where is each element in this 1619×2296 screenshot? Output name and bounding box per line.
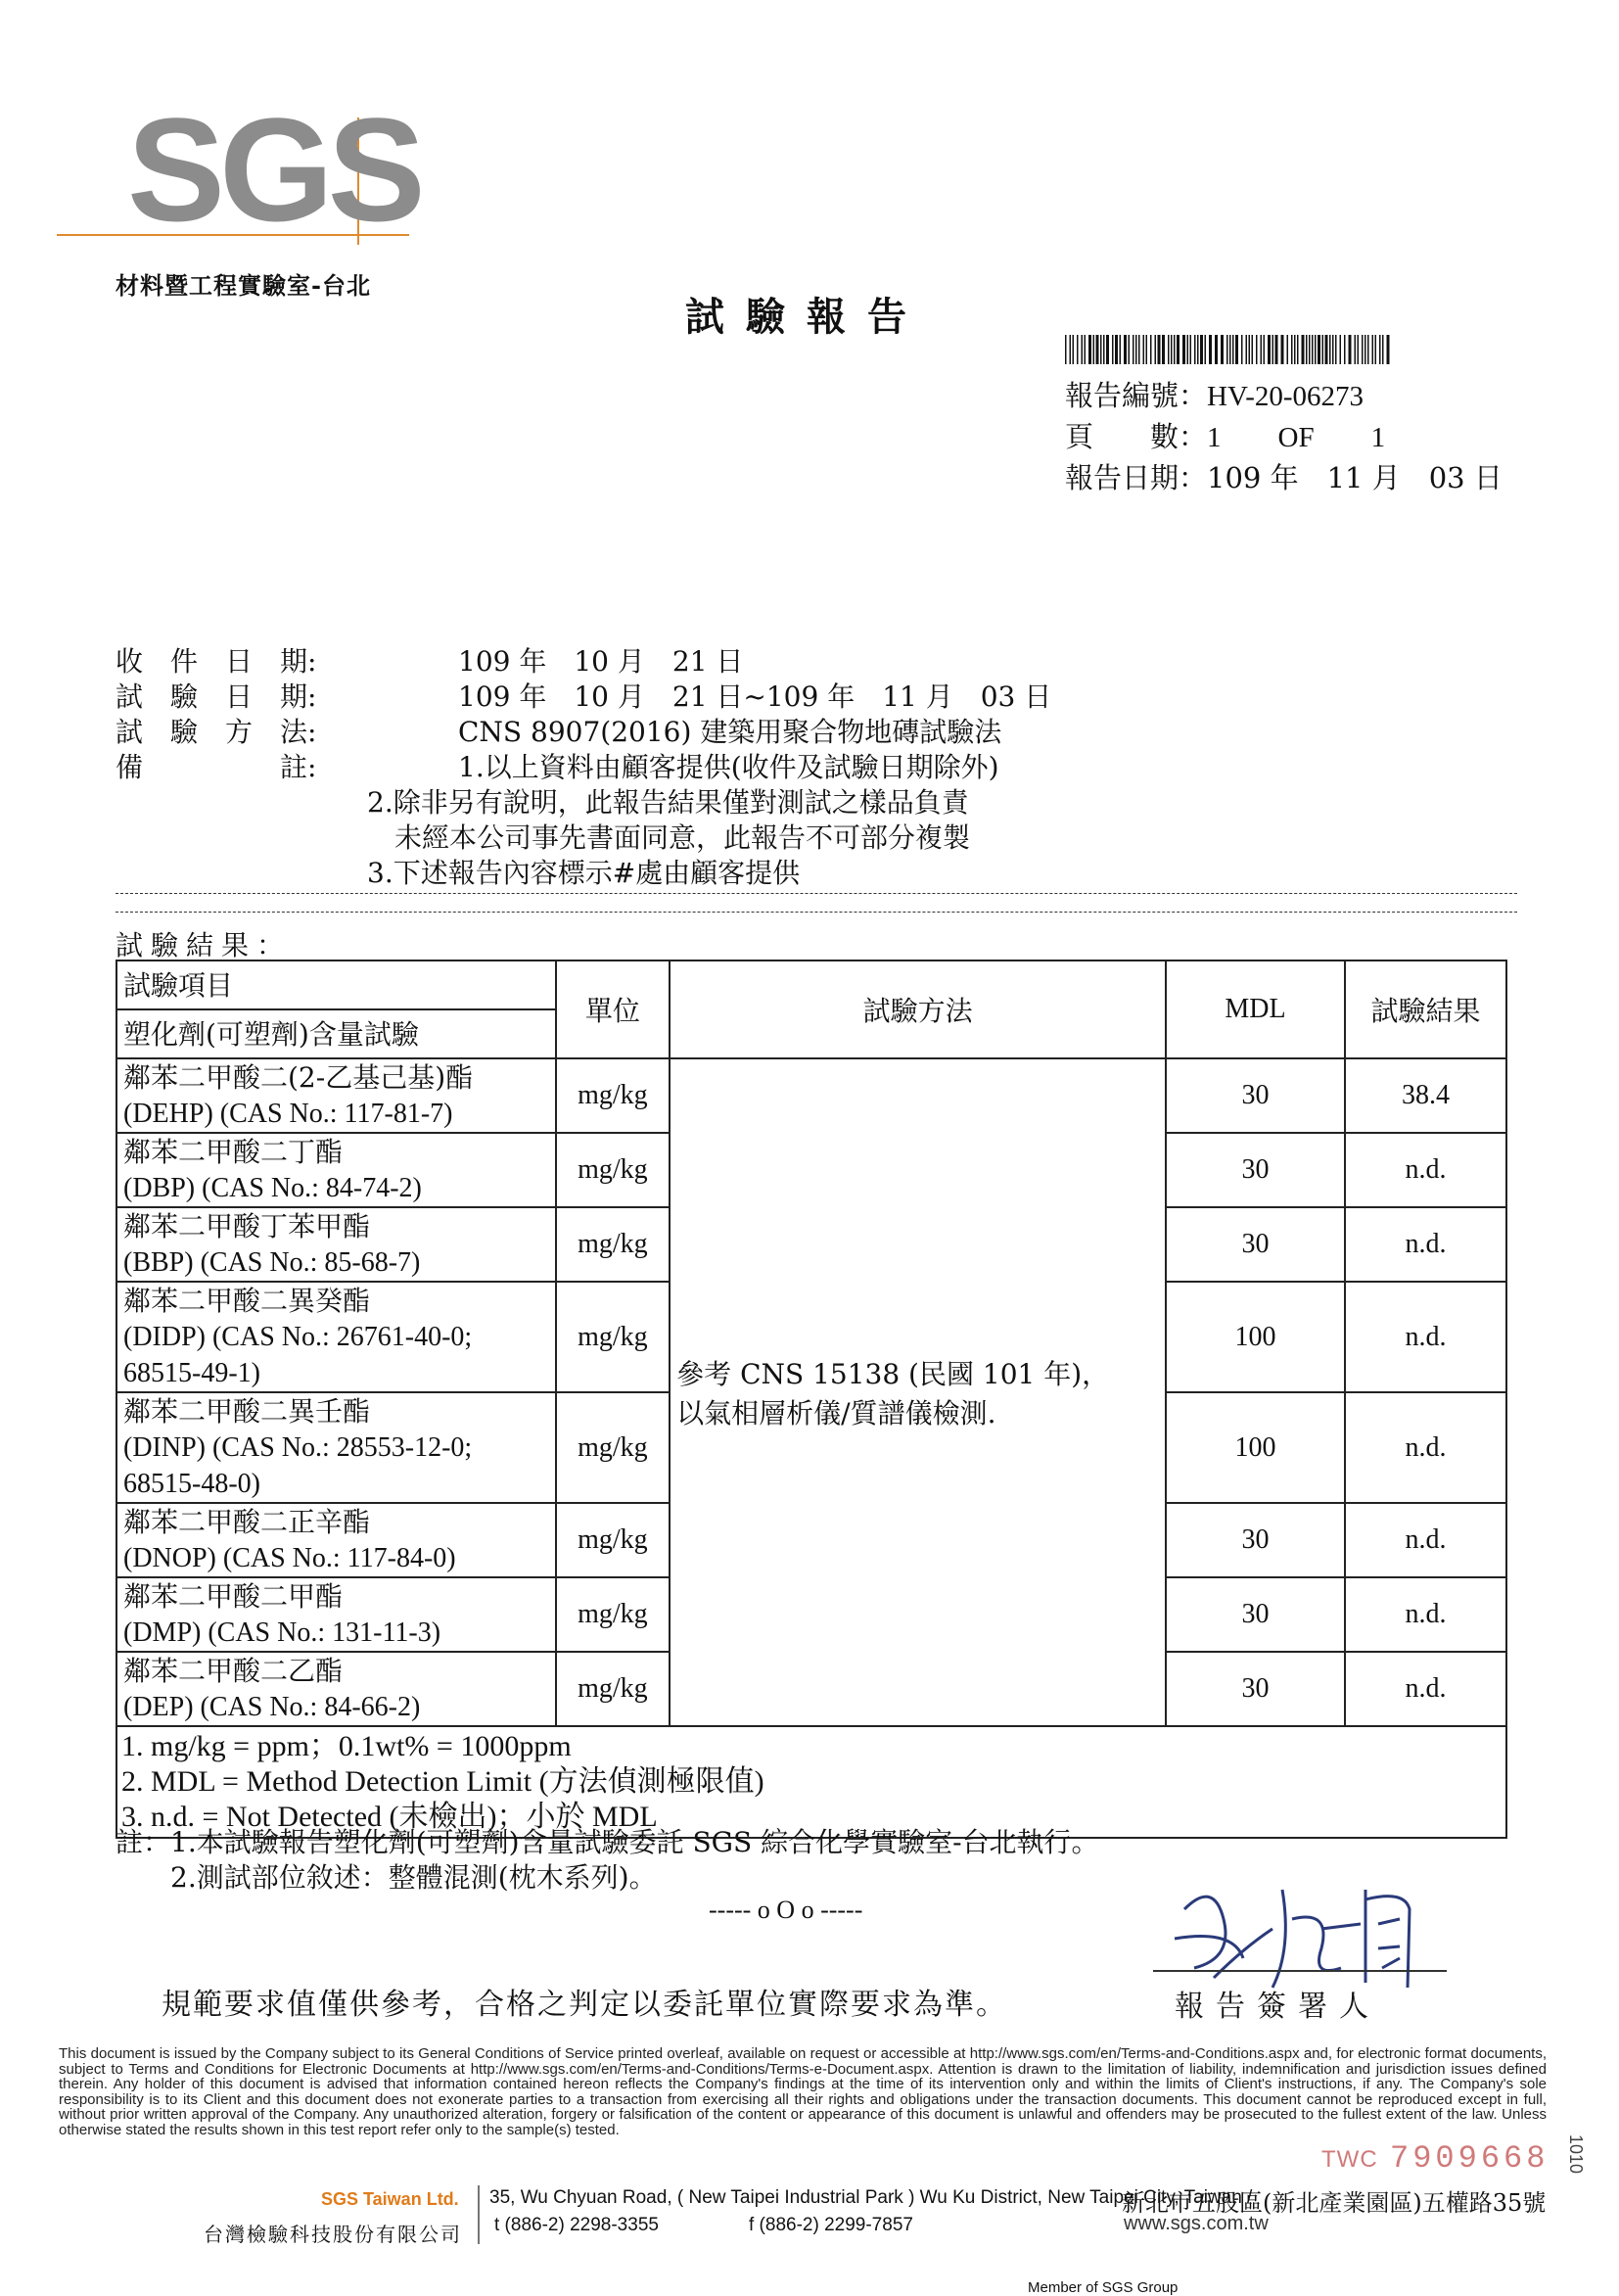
address-en: 35, Wu Chyuan Road, ( New Taipei Industrial Park ) Wu Ku District, New Taipei City, Taiwan / bbox=[489, 2187, 1253, 2208]
barcode-bar bbox=[1241, 335, 1243, 364]
barcode-bar bbox=[1249, 335, 1251, 364]
barcode-bar bbox=[1226, 335, 1228, 364]
barcode-bar bbox=[1268, 335, 1271, 364]
item-name: 鄰苯二甲酸二正辛酯 bbox=[123, 1506, 371, 1538]
barcode-bar bbox=[1379, 335, 1381, 364]
report-date-label: 報告日期： bbox=[1065, 461, 1208, 494]
info-value: 109 年 10 月 21 日~109 年 11 月 03 日 bbox=[458, 680, 1052, 713]
mdl-cell: 30 bbox=[1166, 1207, 1345, 1282]
report-number-label: 報告編號： bbox=[1065, 379, 1208, 412]
footnote: 註：1.本試驗報告塑化劑(可塑劑)含量試驗委託 SGS 綜合化學實驗室-台北執行。 bbox=[116, 1826, 1099, 1858]
item-cell bbox=[116, 1207, 556, 1282]
address-zh: 新北市五股區(新北產業園區)五權路35號 bbox=[1122, 2189, 1547, 2217]
barcode-bar bbox=[1382, 335, 1384, 364]
info-value: 1.以上資料由顧客提供(收件及試驗日期除外) bbox=[458, 751, 999, 783]
barcode-bar bbox=[1229, 335, 1231, 364]
barcode-bar bbox=[1077, 335, 1079, 364]
barcode-bar bbox=[1365, 335, 1366, 364]
table-header-row bbox=[116, 961, 1506, 1009]
result-cell: n.d. bbox=[1345, 1282, 1506, 1392]
unit-cell: mg/kg bbox=[556, 1133, 671, 1207]
result-cell: n.d. bbox=[1345, 1503, 1506, 1577]
barcode-bar bbox=[1124, 335, 1127, 364]
header-mdl: MDL bbox=[1166, 961, 1345, 1058]
barcode-bar bbox=[1340, 335, 1342, 364]
mdl-cell: 30 bbox=[1166, 1133, 1345, 1207]
barcode-bar bbox=[1252, 335, 1254, 364]
remark-line: 3.下述報告內容標示#處由顧客提供 bbox=[367, 857, 801, 889]
signature-line bbox=[1153, 1970, 1447, 1972]
sgs-logo-text: SGS bbox=[127, 87, 420, 252]
barcode-bar bbox=[1261, 335, 1263, 364]
barcode-bar bbox=[1200, 335, 1203, 364]
header-test-category: 塑化劑(可塑劑)含量試驗 bbox=[116, 1009, 556, 1058]
barcode-bar bbox=[1375, 335, 1377, 364]
info-value: 109 年 10 月 21 日 bbox=[458, 645, 744, 678]
item-cas: (DINP) (CAS No.: 28553-12-0; bbox=[123, 1432, 473, 1463]
barcode-bar bbox=[1264, 335, 1266, 364]
barcode-bar bbox=[1070, 335, 1072, 364]
item-cas-cont: 68515-49-1) bbox=[123, 1358, 260, 1388]
barcode-bar bbox=[1106, 335, 1109, 364]
company-name-en: SGS Taiwan Ltd. bbox=[321, 2189, 459, 2209]
header-method: 試驗方法 bbox=[670, 961, 1166, 1058]
phone: t (886-2) 2298-3355 bbox=[494, 2215, 659, 2235]
website: www.sgs.com.tw bbox=[1124, 2213, 1269, 2234]
barcode-bar bbox=[1112, 335, 1114, 364]
unit-cell: mg/kg bbox=[556, 1392, 671, 1503]
unit-cell: mg/kg bbox=[556, 1503, 671, 1577]
item-cell bbox=[116, 1133, 556, 1207]
item-cell bbox=[116, 1503, 556, 1577]
report-date: 109 年 11 月 03 日 bbox=[1207, 461, 1503, 494]
unit-cell: mg/kg bbox=[556, 1207, 671, 1282]
barcode-bar bbox=[1329, 335, 1331, 364]
mdl-cell: 30 bbox=[1166, 1503, 1345, 1577]
barcode-bar bbox=[1205, 335, 1207, 364]
barcode-bar bbox=[1100, 335, 1102, 364]
side-code: 1010 bbox=[1566, 2134, 1586, 2175]
barcode-bar bbox=[1372, 335, 1374, 364]
remark-line: 2.除非另有說明，此報告結果僅對測試之樣品負責 bbox=[367, 786, 969, 819]
barcode-bar bbox=[1093, 335, 1095, 364]
barcode-bar bbox=[1096, 335, 1099, 364]
method-text: 參考 CNS 15138 (民國 101 年)， bbox=[676, 1358, 1110, 1390]
barcode-bar bbox=[1275, 335, 1278, 364]
barcode-bar bbox=[1312, 335, 1314, 364]
page-count: 1 OF 1 bbox=[1207, 422, 1386, 453]
result-cell: n.d. bbox=[1345, 1577, 1506, 1652]
barcode-bar bbox=[1135, 335, 1137, 364]
report-title: 試驗報告 bbox=[685, 294, 928, 340]
item-cas: (DBP) (CAS No.: 84-74-2) bbox=[123, 1173, 422, 1203]
item-cell bbox=[116, 1577, 556, 1652]
item-name: 鄰苯二甲酸二(2-乙基己基)酯 bbox=[123, 1061, 474, 1094]
info-label: 備 註: bbox=[116, 751, 317, 783]
barcode-bar bbox=[1315, 335, 1317, 364]
barcode-bar bbox=[1115, 335, 1118, 364]
barcode-bar bbox=[1294, 335, 1296, 364]
header-result: 試驗結果 bbox=[1345, 961, 1506, 1058]
serial-number: 7909668 bbox=[1390, 2140, 1550, 2177]
signer-label: 報告簽署人 bbox=[1175, 1990, 1380, 2024]
barcode-bar bbox=[1349, 335, 1352, 364]
item-name: 鄰苯二甲酸二異壬酯 bbox=[123, 1395, 371, 1428]
item-cell bbox=[116, 1652, 556, 1726]
info-test-date bbox=[116, 676, 1052, 715]
note-line: 3. n.d. = Not Detected (未檢出)；小於 MDL bbox=[121, 1801, 658, 1833]
barcode-bar bbox=[1190, 335, 1192, 364]
header-unit: 單位 bbox=[556, 961, 671, 1058]
barcode-bar bbox=[1335, 335, 1337, 364]
info-remarks bbox=[116, 746, 999, 785]
method-text: 以氣相層析儀/質譜儀檢測. bbox=[676, 1397, 996, 1429]
barcode-bar bbox=[1215, 335, 1218, 364]
unit-cell: mg/kg bbox=[556, 1577, 671, 1652]
info-label: 試 驗 方 法: bbox=[116, 716, 317, 748]
barcode-bar bbox=[1162, 335, 1165, 364]
note-line: 2. MDL = Method Detection Limit (方法偵測極限值) bbox=[121, 1765, 764, 1798]
barcode-bar bbox=[1120, 335, 1122, 364]
barcode-bar bbox=[1171, 335, 1173, 364]
barcode-bar bbox=[1235, 335, 1238, 364]
report-date-row bbox=[1065, 456, 1503, 496]
barcode-bar bbox=[1155, 335, 1157, 364]
barcode-bar bbox=[1197, 335, 1199, 364]
serial-prefix: TWC bbox=[1321, 2146, 1378, 2173]
item-cas: (BBP) (CAS No.: 85-68-7) bbox=[123, 1247, 421, 1278]
barcode-bar bbox=[1168, 335, 1170, 364]
barcode-bar bbox=[1297, 335, 1299, 364]
footnote: 2.測試部位敘述：整體混測(枕木系列)。 bbox=[116, 1861, 657, 1894]
header-test-item: 試驗項目 bbox=[116, 961, 556, 1009]
company-name-zh: 台灣檢驗科技股份有限公司 bbox=[204, 2223, 462, 2246]
mdl-cell: 30 bbox=[1166, 1577, 1345, 1652]
barcode-bar bbox=[1387, 335, 1390, 364]
barcode-bar bbox=[1355, 335, 1357, 364]
mdl-cell: 30 bbox=[1166, 1058, 1345, 1133]
barcode bbox=[1065, 335, 1393, 364]
result-cell: n.d. bbox=[1345, 1133, 1506, 1207]
unit-cell: mg/kg bbox=[556, 1652, 671, 1726]
method-cell bbox=[670, 1058, 1166, 1726]
info-label: 收 件 日 期: bbox=[116, 645, 317, 678]
disclaimer: This document is issued by the Company subject to its General Conditions of Service printed overleaf, available on request or accessible at http://www.sgs.com/en/Terms-and-Conditions.aspx and, for electronic format documents, subject to Terms and Conditions for Electronic Documents at http://www.sgs.com/en/Terms-and-Conditions/Terms-e-Document.aspx. Attention is drawn to the limitation of liability, indemnification and jurisdiction issues defined therein. Any holder of this document is advised that information contained hereon reflects the Company's findings at the time of its intervention only and within the limits of Client's instructions, if any. The Company's sole responsibility is to its Client and this document does not exonerate parties to a transaction from exercising all their rights and obligations under the transaction documents. This document cannot be reproduced except in full, without prior written approval of the Company. Any unauthorized alteration, forgery or falsification of the content or appearance of this document is unlawful and offenders may be prosecuted to the fullest extent of the law. Unless otherwise stated the results shown in this test report refer only to the sample(s) tested. bbox=[59, 2045, 1547, 2138]
report-number-row bbox=[1065, 374, 1364, 414]
barcode-bar bbox=[1088, 335, 1091, 364]
barcode-bar bbox=[1256, 335, 1258, 364]
mdl-cell: 100 bbox=[1166, 1282, 1345, 1392]
barcode-bar bbox=[1158, 335, 1161, 364]
reference-text: 規範要求值僅供參考，合格之判定以委託單位實際要求為準。 bbox=[162, 1988, 1007, 2022]
remark-line: 未經本公司事先書面同意，此報告不可部分複製 bbox=[367, 821, 971, 854]
item-name: 鄰苯二甲酸二異癸酯 bbox=[123, 1285, 371, 1317]
info-value: CNS 8907(2016) 建築用聚合物地磚試驗法 bbox=[458, 716, 1002, 748]
report-number: HV-20-06273 bbox=[1207, 381, 1365, 412]
barcode-bar bbox=[1332, 335, 1334, 364]
barcode-bar bbox=[1358, 335, 1360, 364]
info-test-method bbox=[116, 711, 1002, 750]
info-label: 試 驗 日 期: bbox=[116, 680, 317, 713]
item-cell bbox=[116, 1058, 556, 1133]
barcode-bar bbox=[1143, 335, 1145, 364]
barcode-bar bbox=[1065, 335, 1067, 364]
item-name: 鄰苯二甲酸丁苯甲酯 bbox=[123, 1210, 371, 1242]
barcode-bar bbox=[1318, 335, 1320, 364]
item-cell bbox=[116, 1392, 556, 1503]
handwritten-signature bbox=[1155, 1870, 1449, 1997]
barcode-bar bbox=[1302, 335, 1305, 364]
unit-cell: mg/kg bbox=[556, 1282, 671, 1392]
barcode-bar bbox=[1306, 335, 1308, 364]
end-mark: ----- o O o ----- bbox=[709, 1896, 863, 1924]
barcode-bar bbox=[1129, 335, 1131, 364]
page-count-row bbox=[1065, 415, 1385, 455]
info-received-date bbox=[116, 640, 744, 679]
mdl-cell: 30 bbox=[1166, 1652, 1345, 1726]
barcode-bar bbox=[1174, 335, 1176, 364]
footer-divider bbox=[478, 2185, 480, 2244]
item-cell bbox=[116, 1282, 556, 1392]
barcode-bar bbox=[1221, 335, 1224, 364]
barcode-bar bbox=[1367, 335, 1369, 364]
barcode-bar bbox=[1246, 335, 1248, 364]
barcode-bar bbox=[1182, 335, 1185, 364]
item-name: 鄰苯二甲酸二乙酯 bbox=[123, 1655, 344, 1687]
results-table bbox=[116, 960, 1507, 1839]
item-cas: (DIDP) (CAS No.: 26761-40-0; bbox=[123, 1322, 473, 1352]
item-cas: (DEP) (CAS No.: 84-66-2) bbox=[123, 1692, 421, 1722]
barcode-bar bbox=[1209, 335, 1212, 364]
barcode-bar bbox=[1291, 335, 1293, 364]
page-count-label: 頁 數： bbox=[1065, 420, 1208, 453]
barcode-bar bbox=[1177, 335, 1180, 364]
note-line: 1. mg/kg = ppm；0.1wt% = 1000ppm bbox=[121, 1730, 572, 1762]
barcode-bar bbox=[1281, 335, 1284, 364]
item-cas-cont: 68515-48-0) bbox=[123, 1469, 260, 1499]
separator-double-dashed bbox=[116, 893, 1517, 913]
result-cell: n.d. bbox=[1345, 1207, 1506, 1282]
item-name: 鄰苯二甲酸二甲酯 bbox=[123, 1580, 344, 1613]
barcode-bar bbox=[1232, 335, 1234, 364]
barcode-bar bbox=[1322, 335, 1324, 364]
barcode-bar bbox=[1085, 335, 1087, 364]
result-cell: n.d. bbox=[1345, 1392, 1506, 1503]
item-cas: (DNOP) (CAS No.: 117-84-0) bbox=[123, 1543, 456, 1573]
barcode-bar bbox=[1194, 335, 1196, 364]
barcode-bar bbox=[1138, 335, 1140, 364]
barcode-bar bbox=[1133, 335, 1134, 364]
lab-name: 材料暨工程實驗室-台北 bbox=[116, 271, 371, 300]
barcode-bar bbox=[1082, 335, 1084, 364]
barcode-bar bbox=[1187, 335, 1189, 364]
barcode-bar bbox=[1073, 335, 1075, 364]
mdl-cell: 100 bbox=[1166, 1392, 1345, 1503]
barcode-bar bbox=[1146, 335, 1148, 364]
item-name: 鄰苯二甲酸二丁酯 bbox=[123, 1136, 344, 1168]
barcode-bar bbox=[1325, 335, 1328, 364]
barcode-bar bbox=[1272, 335, 1274, 364]
unit-cell: mg/kg bbox=[556, 1058, 671, 1133]
result-cell: 38.4 bbox=[1345, 1058, 1506, 1133]
member-text: Member of SGS Group bbox=[1028, 2279, 1179, 2296]
barcode-bar bbox=[1150, 335, 1152, 364]
barcode-bar bbox=[1287, 335, 1289, 364]
item-cas: (DMP) (CAS No.: 131-11-3) bbox=[123, 1617, 441, 1648]
barcode-bar bbox=[1344, 335, 1346, 364]
item-cas: (DEHP) (CAS No.: 117-81-7) bbox=[123, 1099, 453, 1129]
barcode-bar bbox=[1309, 335, 1311, 364]
barcode-bar bbox=[1103, 335, 1105, 364]
table-row bbox=[116, 1058, 1506, 1133]
barcode-bar bbox=[1362, 335, 1364, 364]
result-cell: n.d. bbox=[1345, 1652, 1506, 1726]
results-label: 試驗結果： bbox=[116, 929, 293, 961]
fax: f (886-2) 2299-7857 bbox=[749, 2215, 913, 2235]
